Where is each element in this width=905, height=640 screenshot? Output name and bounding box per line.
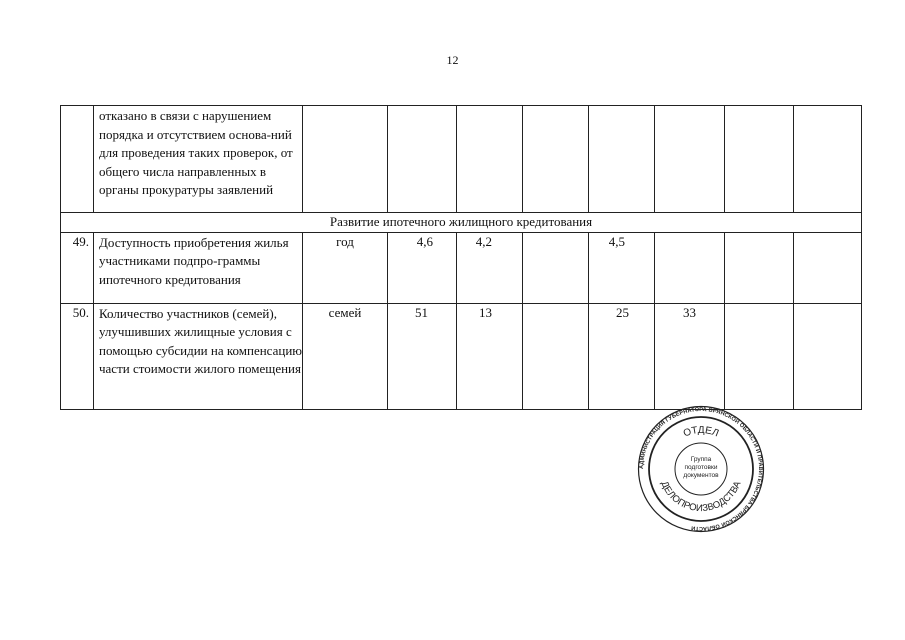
cell-value xyxy=(523,303,589,409)
table-row-50 xyxy=(61,303,862,409)
section-header-row xyxy=(61,213,862,233)
stamp-center-line-2: подготовки xyxy=(684,464,718,471)
cell-value: 13 xyxy=(457,303,523,409)
cell-value xyxy=(457,106,523,213)
section-title: Развитие ипотечного жилищного кредитования xyxy=(61,213,862,233)
cell-value: 4,5 xyxy=(589,232,655,303)
stamp-center-line-1: Группа xyxy=(690,456,712,463)
cell-value xyxy=(589,106,655,213)
cell-unit xyxy=(303,106,388,213)
cell-value xyxy=(523,106,589,213)
cell-value xyxy=(794,232,862,303)
cell-unit: семей xyxy=(303,303,388,409)
cell-value xyxy=(725,232,794,303)
table-row-continued xyxy=(61,106,862,213)
official-stamp xyxy=(637,405,765,533)
table-row-49 xyxy=(61,232,862,303)
stamp-outer-text: АДМИНИСТРАЦИЯ ГУБЕРНАТОРА БРЯНСКОЙ ОБЛАСТИ И ПРАВИТЕЛЬСТВА БРЯНСКОЙ ОБЛАСТИ xyxy=(638,406,764,532)
cell-value: 4,2 xyxy=(457,232,523,303)
cell-indicator-text: Количество участников (семей), улучшивших жилищные условия с помощью субсидии на компенсацию части стоимости жилого помещения xyxy=(94,303,303,409)
cell-value xyxy=(725,303,794,409)
page-number: 12 xyxy=(446,53,459,67)
cell-value xyxy=(655,232,725,303)
cell-indicator-text: Доступность приобретения жилья участниками подпро-граммы ипотечного кредитования xyxy=(94,232,303,303)
row-number: 50. xyxy=(61,303,94,409)
cell-value: 51 xyxy=(388,303,457,409)
cell-value xyxy=(388,106,457,213)
cell-value: 25 xyxy=(589,303,655,409)
cell-value xyxy=(523,232,589,303)
row-number: 49. xyxy=(61,232,94,303)
cell-num xyxy=(61,106,94,213)
indicators-table xyxy=(60,105,862,410)
cell-indicator-text: отказано в связи с нарушением порядка и отсутствием основа-ний для проведения таких проверок, от общего числа направленных в органы прокуратуры заявлений xyxy=(94,106,303,213)
cell-value xyxy=(725,106,794,213)
cell-value xyxy=(794,303,862,409)
svg-text:ОТДЕЛ xyxy=(682,425,720,440)
stamp-center-line-3: документов xyxy=(683,472,719,479)
cell-value xyxy=(794,106,862,213)
stamp-inner-top-text: ОТДЕЛ xyxy=(681,424,721,440)
cell-value: 4,6 xyxy=(388,232,457,303)
svg-text:ДЕЛОПРОИЗВОДСТВА xyxy=(658,479,743,514)
cell-unit: год xyxy=(303,232,388,303)
cell-value xyxy=(655,106,725,213)
stamp-inner-bottom-text: ДЕЛОПРОИЗВОДСТВА xyxy=(658,479,744,515)
cell-value: 33 xyxy=(655,303,725,409)
